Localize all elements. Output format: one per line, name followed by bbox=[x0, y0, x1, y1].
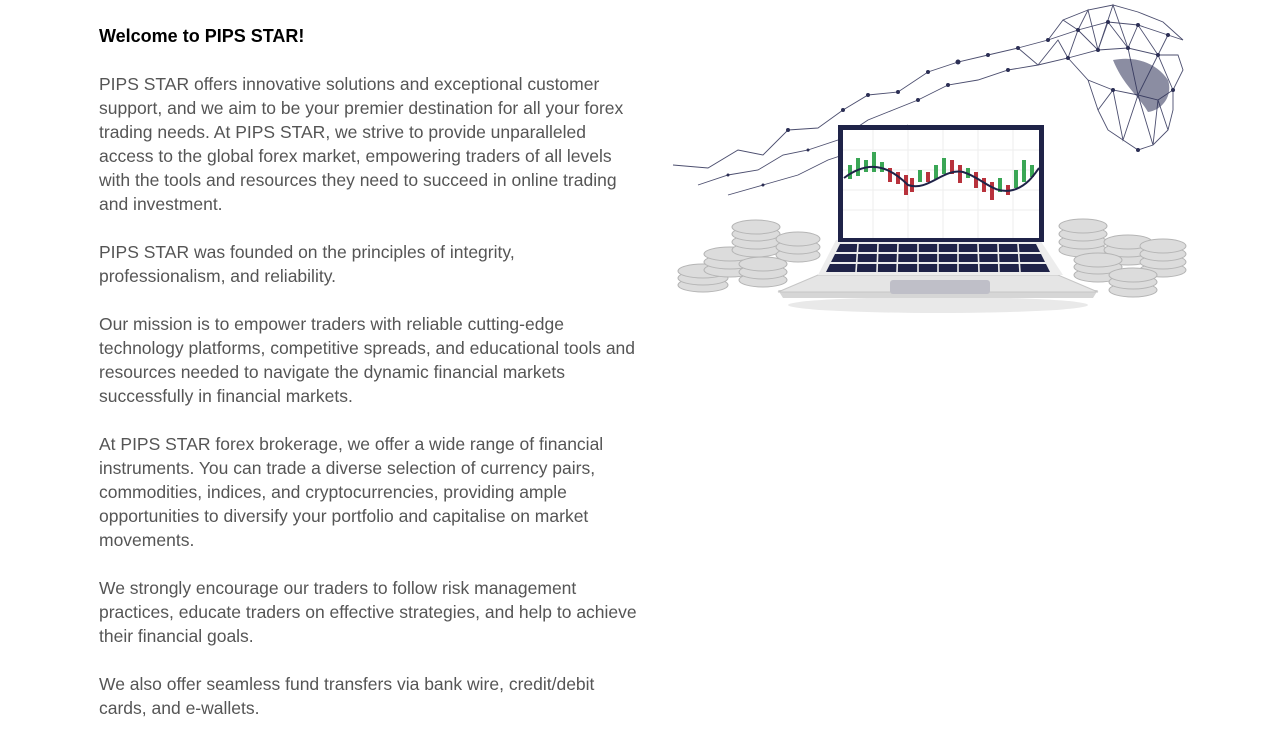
instruments-paragraph: At PIPS STAR forex brokerage, we offer a wide range of financial instruments. You can trade a diverse selection of currency pairs, commodities, indices, and cryptocurrencies, providing ample opportunities to diversify your portfolio and capitalise on market movements. bbox=[99, 434, 604, 550]
funding-paragraph: We also offer seamless fund transfers via bank wire, credit/debit cards, and e-wallets. bbox=[99, 674, 595, 718]
hero-illustration bbox=[668, 0, 1193, 318]
laptop-icon bbox=[778, 125, 1098, 313]
coin-stacks-left-icon bbox=[678, 220, 820, 292]
laptop-trading-chart-icon bbox=[668, 0, 1193, 318]
intro-paragraph: PIPS STAR offers innovative solutions and exceptional customer support, and we aim to be your premier destination for all your forex trading needs. At PIPS STAR, we strive to provide unparalleled access to the global forex market, empowering traders of all levels with the tools and resources they need to succeed in online trading and investment. bbox=[99, 74, 624, 214]
mission-paragraph: Our mission is to empower traders with reliable cutting-edge technology platforms, competitive spreads, and educational tools and resources needed to navigate the dynamic financial markets successfully in financial markets. bbox=[99, 314, 636, 406]
founding-paragraph: PIPS STAR was founded on the principles of integrity, professionalism, and reliability. bbox=[99, 242, 515, 286]
page-title: Welcome to PIPS STAR! bbox=[99, 26, 305, 46]
risk-paragraph: We strongly encourage our traders to follow risk management practices, educate traders on effective strategies, and help to achieve their financial goals. bbox=[99, 578, 637, 646]
about-section bbox=[99, 24, 639, 744]
